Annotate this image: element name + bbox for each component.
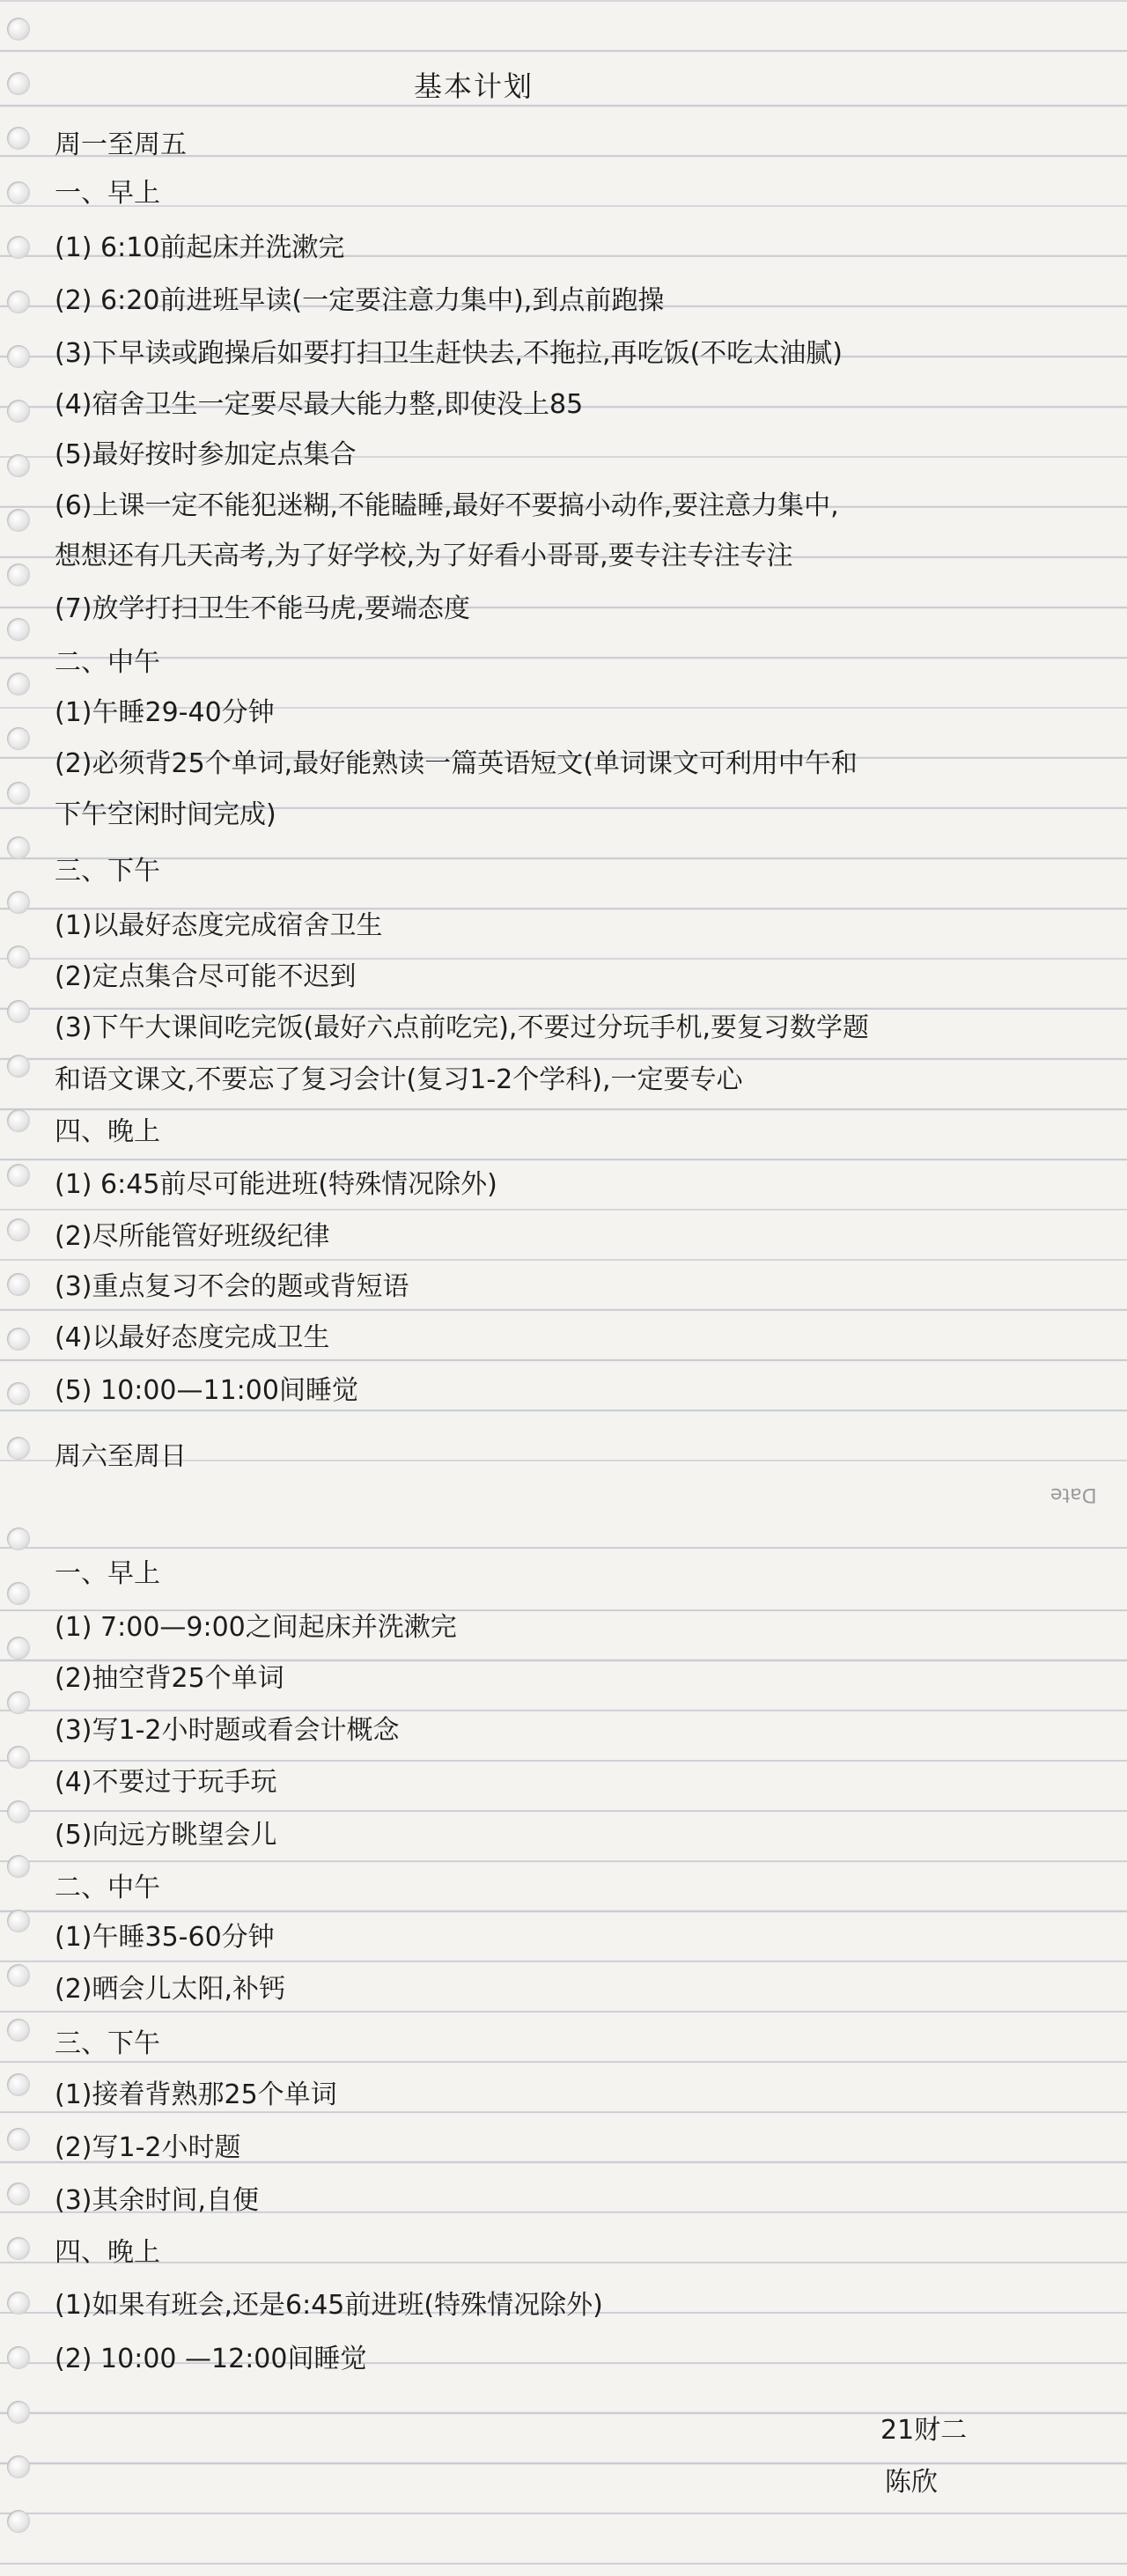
- plan-line: (1)如果有班会,还是6:45前进班(特殊情况除外): [55, 2290, 603, 2321]
- plan-line: (2)晒会儿太阳,补钙: [55, 1974, 286, 2005]
- signature-name: 陈欣: [885, 2467, 938, 2498]
- notebook-page-2: [0, 1510, 1127, 2576]
- binder-hole: [7, 1055, 30, 1078]
- plan-line: 和语文课文,不要忘了复习会计(复习1-2个学科),一定要专心: [55, 1064, 743, 1095]
- binder-hole: [7, 782, 30, 805]
- binder-hole: [7, 563, 30, 586]
- binder-hole: [7, 1637, 30, 1660]
- binder-hole: [7, 1382, 30, 1405]
- plan-line: 三、下午: [55, 856, 160, 887]
- binder-hole: [7, 1855, 30, 1878]
- plan-line: (3)下早读或跑操后如要打扫卫生赶快去,不拖拉,再吃饭(不吃太油腻): [55, 338, 843, 369]
- binder-hole: [7, 291, 30, 313]
- plan-line: 二、中午: [55, 1873, 160, 1903]
- plan-line: (1)接着背熟那25个单词: [55, 2079, 337, 2110]
- binder-holes: [7, 0, 33, 1510]
- plan-line: 一、早上: [55, 178, 160, 209]
- binder-hole: [7, 1746, 30, 1769]
- binder-hole: [7, 618, 30, 641]
- binder-hole: [7, 946, 30, 968]
- plan-line: (2)抽空背25个单词: [55, 1663, 284, 1694]
- plan-line: (1)午睡35-60分钟: [55, 1922, 275, 1953]
- binder-hole: [7, 454, 30, 477]
- plan-line: (2)定点集合尽可能不迟到: [55, 961, 357, 992]
- binder-hole: [7, 2455, 30, 2478]
- binder-hole: [7, 1109, 30, 1132]
- plan-line: (3)重点复习不会的题或背短语: [55, 1271, 409, 1302]
- signature-class: 21财二: [880, 2415, 968, 2446]
- section-weekday-heading: 周一至周五: [55, 129, 187, 160]
- plan-line: (2)尽所能管好班级纪律: [55, 1221, 330, 1252]
- plan-line: (2)写1-2小时题: [55, 2132, 241, 2163]
- plan-line: (4)宿舍卫生一定要尽最大能力整,即使没上85: [55, 389, 584, 420]
- binder-hole: [7, 509, 30, 532]
- plan-line: (3)写1-2小时题或看会计概念: [55, 1715, 400, 1746]
- binder-hole: [7, 181, 30, 204]
- plan-line: (1) 7:00—9:00之间起床并洗漱完: [55, 1612, 457, 1643]
- plan-line: 二、中午: [55, 647, 160, 678]
- plan-line: (1)午睡29-40分钟: [55, 697, 275, 728]
- plan-line: (3)下午大课间吃完饭(最好六点前吃完),不要过分玩手机,要复习数学题: [55, 1012, 869, 1043]
- plan-line: (2)必须背25个单词,最好能熟读一篇英语短文(单词课文可利用中午和: [55, 748, 858, 779]
- binder-hole: [7, 345, 30, 368]
- plan-line: (4)不要过于玩手玩: [55, 1767, 277, 1798]
- binder-hole: [7, 1910, 30, 1932]
- binder-hole: [7, 2128, 30, 2151]
- plan-line: (1) 6:10前起床并洗漱完: [55, 232, 345, 263]
- binder-hole: [7, 1582, 30, 1605]
- page-title: 基本计划: [414, 70, 534, 103]
- plan-line: 周六至周日: [55, 1441, 187, 1472]
- binder-hole: [7, 2292, 30, 2315]
- binder-hole: [7, 2401, 30, 2424]
- binder-hole: [7, 72, 30, 95]
- plan-line: (4)以最好态度完成卫生: [55, 1322, 330, 1353]
- binder-hole: [7, 1527, 30, 1550]
- binder-hole: [7, 673, 30, 696]
- plan-line: 四、晚上: [55, 1116, 160, 1147]
- plan-line: (2) 10:00 —12:00间睡觉: [55, 2344, 367, 2374]
- binder-hole: [7, 1273, 30, 1296]
- binder-hole: [7, 836, 30, 859]
- binder-holes: [7, 1510, 33, 2576]
- binder-hole: [7, 127, 30, 150]
- binder-hole: [7, 1800, 30, 1823]
- binder-hole: [7, 1964, 30, 1987]
- binder-hole: [7, 2073, 30, 2096]
- binder-hole: [7, 2019, 30, 2042]
- binder-hole: [7, 2182, 30, 2205]
- plan-line: (3)其余时间,自便: [55, 2185, 260, 2216]
- binder-hole: [7, 2346, 30, 2369]
- plan-line: (1) 6:45前尽可能进班(特殊情况除外): [55, 1169, 497, 1200]
- plan-line: (1)以最好态度完成宿舍卫生: [55, 910, 383, 941]
- binder-hole: [7, 1691, 30, 1714]
- plan-line: (6)上课一定不能犯迷糊,不能瞌睡,最好不要搞小动作,要注意力集中,: [55, 490, 839, 521]
- plan-line: 三、下午: [55, 2028, 160, 2059]
- binder-hole: [7, 891, 30, 914]
- plan-line: (5) 10:00—11:00间睡觉: [55, 1375, 358, 1406]
- plan-line: (5)向远方眺望会儿: [55, 1820, 277, 1851]
- plan-line: 下午空闲时间完成): [55, 799, 276, 830]
- binder-hole: [7, 236, 30, 259]
- plan-line: 想想还有几天高考,为了好学校,为了好看小哥哥,要专注专注专注: [55, 541, 793, 571]
- binder-hole: [7, 18, 30, 40]
- binder-hole: [7, 2237, 30, 2260]
- binder-hole: [7, 1164, 30, 1187]
- plan-line: (5)最好按时参加定点集合: [55, 439, 357, 470]
- date-label: Date: [1050, 1483, 1097, 1505]
- plan-line: (7)放学打扫卫生不能马虎,要端态度: [55, 593, 471, 624]
- binder-hole: [7, 727, 30, 750]
- binder-hole: [7, 2510, 30, 2533]
- binder-hole: [7, 400, 30, 423]
- binder-hole: [7, 1000, 30, 1023]
- plan-line: 四、晚上: [55, 2237, 160, 2268]
- binder-hole: [7, 1218, 30, 1241]
- binder-hole: [7, 1437, 30, 1460]
- binder-hole: [7, 1328, 30, 1351]
- plan-line: 一、早上: [55, 1558, 160, 1589]
- plan-line: (2) 6:20前进班早读(一定要注意力集中),到点前跑操: [55, 285, 665, 316]
